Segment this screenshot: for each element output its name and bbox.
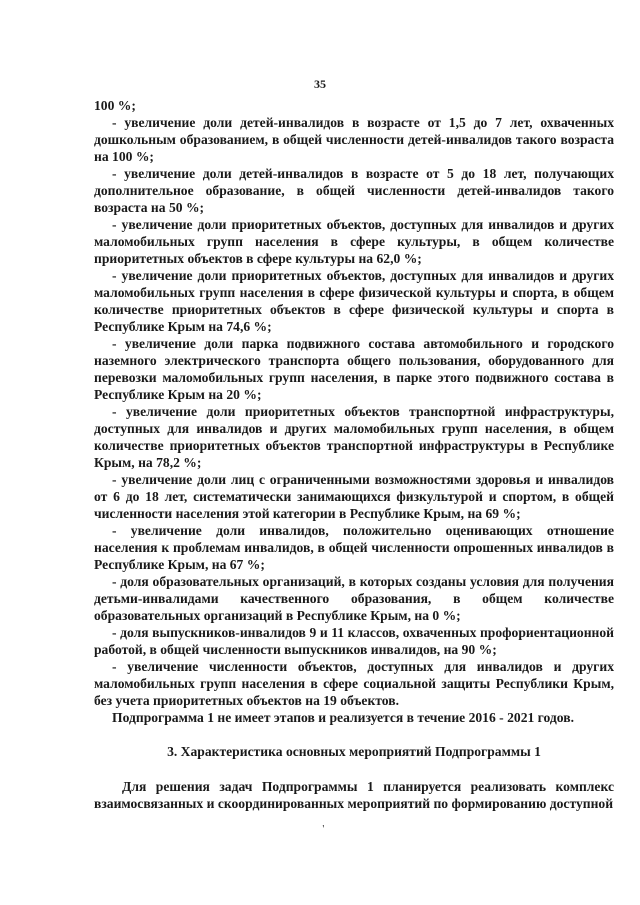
- list-item-sport-participation: - увеличение доли лиц с ограниченными возможностями здоровья и инвалидов от 6 до 18 лет, систематически занимающихся физкультурой и спортом, в общей численности населения этой категории в Республике Крым, на 69 %;: [94, 472, 614, 521]
- section-intro-paragraph: Для решения задач Подпрограммы 1 планируется реализовать комплекс взаимосвязанных и скоординированных мероприятий по формированию доступной: [94, 779, 614, 811]
- list-item-sport-objects: - увеличение доли приоритетных объектов, доступных для инвалидов и других маломобильных групп населения в сфере физической культуры и спорта, в общем количестве приоритетных объектов в сфере физической культуры и спорта в Республике Крым на 74,6 %;: [94, 268, 614, 334]
- list-item-culture: - увеличение доли приоритетных объектов, доступных для инвалидов и других маломобильных групп населения в сфере культуры, в общем количестве приоритетных объектов в сфере культуры на 62,0 %;: [94, 217, 614, 266]
- document-body: [94, 97, 614, 812]
- list-item-preschool: - увеличение доли детей-инвалидов в возрасте от 1,5 до 7 лет, охваченных дошкольным образованием, в общей численности детей-инвалидов такого возраста на 100 %;: [94, 115, 614, 164]
- section-heading: 3. Характеристика основных мероприятий Подпрограммы 1: [167, 744, 541, 759]
- list-item-educational-organizations: - доля образовательных организаций, в которых созданы условия для получения детьми-инвалидами качественного образования, в общем количестве образовательных организаций в Республике Крым, на 0 %;: [94, 574, 614, 623]
- list-item-transport-infrastructure: - увеличение доли приоритетных объектов транспортной инфраструктуры, доступных для инвалидов и других маломобильных групп населения, в общем количестве приоритетных объектов транспортной инфраструктуры в Республике Крым, на 78,2 %;: [94, 404, 614, 470]
- list-item-extra-education: - увеличение доли детей-инвалидов в возрасте от 5 до 18 лет, получающих дополнительное образование, в общей численности детей-инвалидов такого возраста на 50 %;: [94, 166, 614, 215]
- page-number: 35: [314, 77, 326, 91]
- paragraph-continuation: 100 %;: [94, 98, 136, 113]
- paragraph-timeline: Подпрограмма 1 не имеет этапов и реализуется в течение 2016 - 2021 годов.: [112, 710, 574, 725]
- list-item-social-protection: - увеличение численности объектов, доступных для инвалидов и других маломобильных групп населения в сфере социальной защиты Республики Крым, без учета приоритетных объектов на 19 объектов.: [94, 659, 614, 708]
- list-item-transport-fleet: - увеличение доли парка подвижного состава автомобильного и городского наземного электрического транспорта общего пользования, оборудованного для перевозки маломобильных групп населения, в парке этого подвижного состава в Республике Крым на 20 %;: [94, 336, 614, 402]
- scan-artifact: ': [322, 824, 325, 835]
- list-item-public-attitude: - увеличение доли инвалидов, положительно оценивающих отношение населения к проблемам инвалидов, в общей численности опрошенных инвалидов в Республике Крым, на 67 %;: [94, 523, 614, 572]
- list-item-career-guidance: - доля выпускников-инвалидов 9 и 11 классов, охваченных профориентационной работой, в общей численности выпускников инвалидов, на 90 %;: [94, 625, 614, 657]
